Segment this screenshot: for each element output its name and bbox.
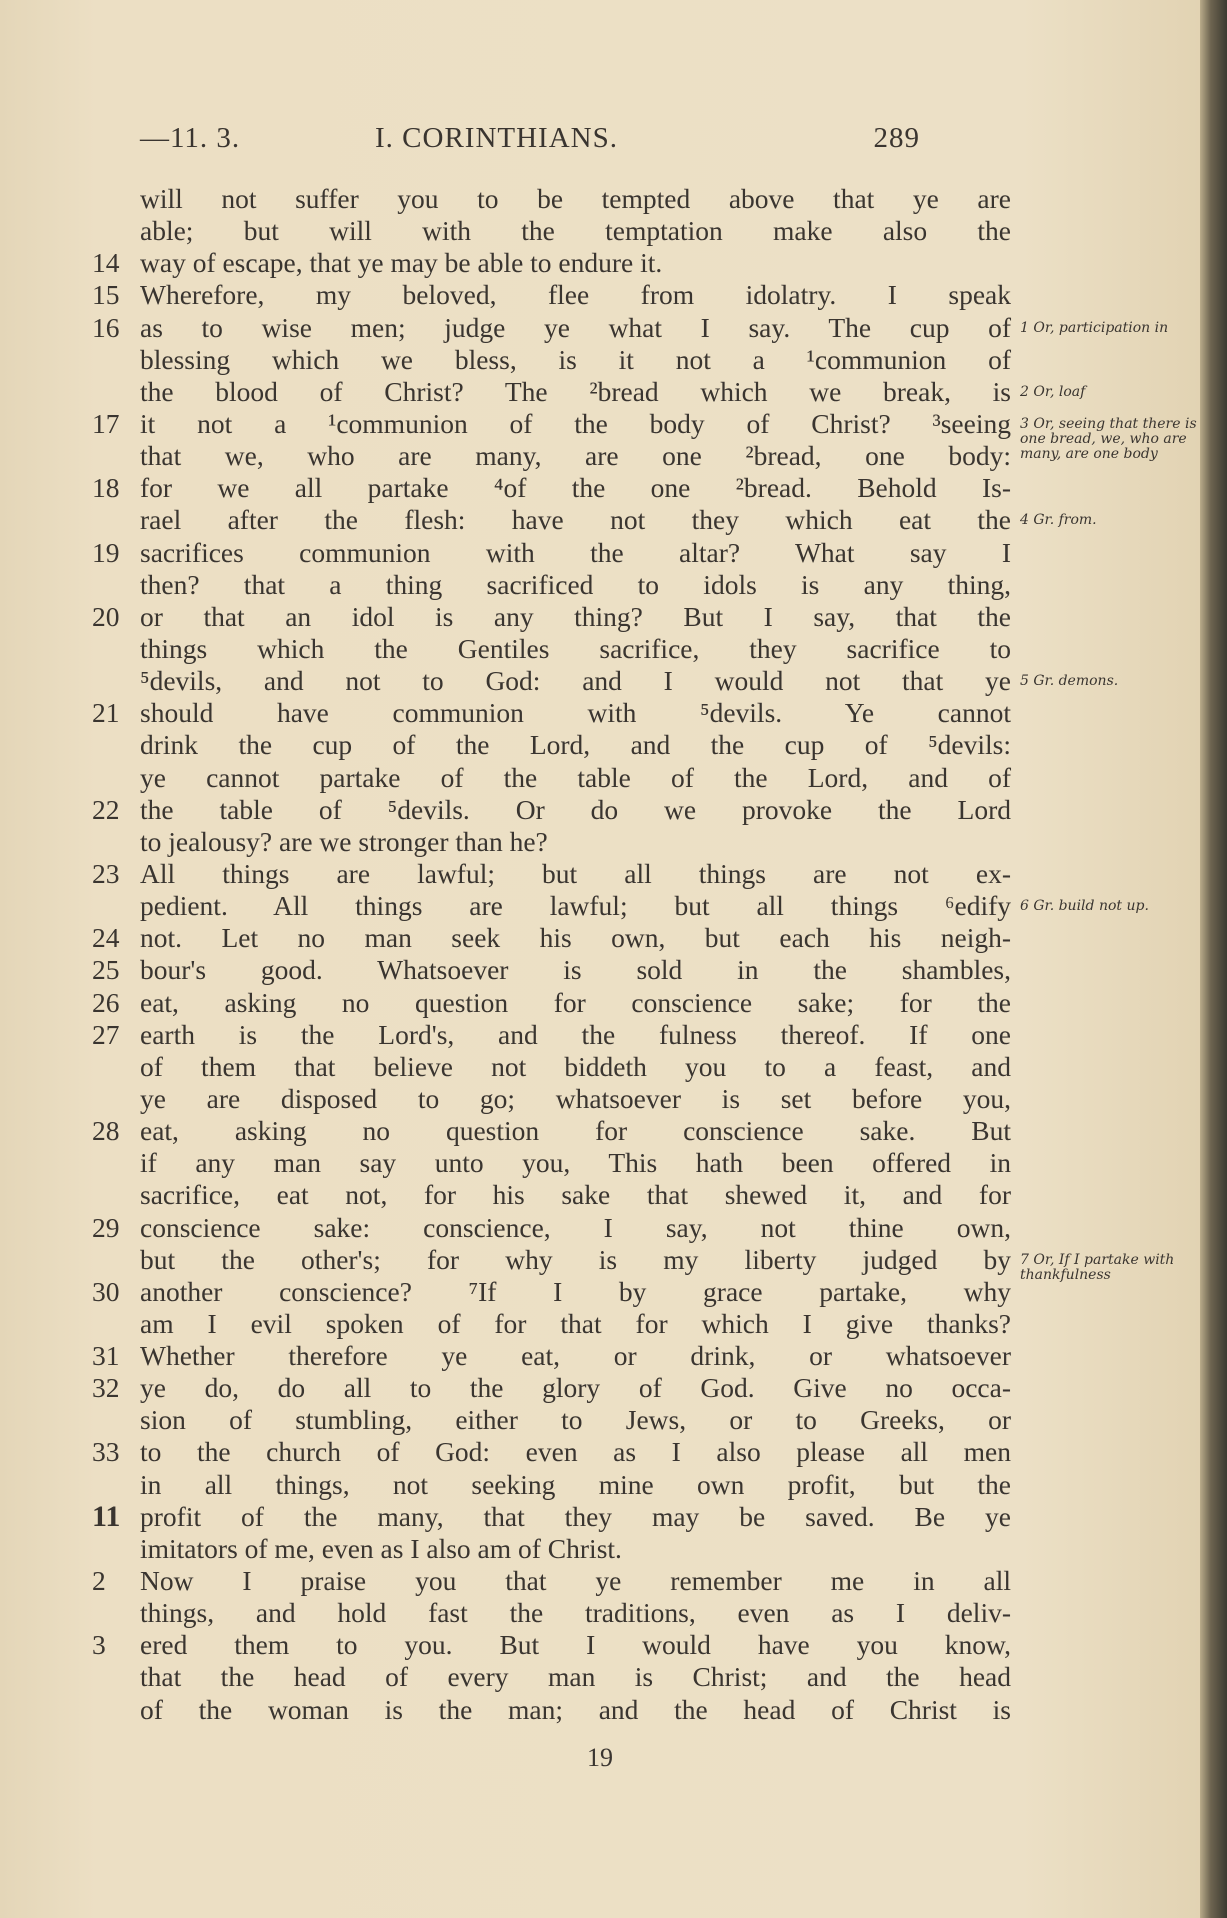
verse-number: 23 (92, 857, 120, 889)
text-line (92, 1629, 1011, 1661)
text-line (92, 857, 1011, 890)
line-text: ye cannot partake of the table of the Lord, and of (140, 761, 1011, 793)
text-line (92, 1307, 1011, 1340)
verse-number: 3 (92, 1629, 106, 1661)
verse-number: 19 (92, 536, 120, 568)
verse-number: 24 (92, 922, 120, 954)
text-line (92, 632, 1011, 665)
line-text: the table of ⁵devils. Or do we provoke the Lord (140, 793, 1011, 825)
marginal-note: 2 Or, loaf (1020, 383, 1086, 400)
line-text: Whether therefore ye eat, or drink, or whatsoever (140, 1340, 1011, 1372)
line-text: am I evil spoken of for that for which I give thanks? (140, 1307, 1011, 1339)
line-text: sacrifices communion with the altar? What say I (140, 536, 1011, 568)
text-line (92, 1468, 1011, 1501)
text-line (92, 568, 1011, 601)
line-text: able; but will with the temptation make also the (140, 215, 1011, 247)
line-text: imitators of me, even as I also am of Christ. (140, 1532, 622, 1564)
line-text: drink the cup of the Lord, and the cup of ⁵devils: (140, 729, 1011, 761)
text-line (92, 504, 1097, 536)
line-text: sacrifice, eat not, for his sake that shewed it, and for (140, 1179, 1011, 1211)
text-line (92, 1211, 1011, 1244)
page-number: 289 (873, 122, 920, 154)
text-line (92, 1340, 1011, 1372)
text-line (92, 1050, 1011, 1083)
line-text: sion of stumbling, either to Jews, or to Greeks, or (140, 1404, 1011, 1436)
verse-number: 32 (92, 1372, 120, 1404)
line-text: profit of the many, that they may be saved. Be ye (140, 1500, 1011, 1532)
line-text: for we all partake ⁴of the one ²bread. Behold Is- (140, 472, 1011, 504)
line-text: pedient. All things are lawful; but all things ⁶edify (140, 890, 1011, 922)
text-line (92, 1499, 1011, 1533)
verse-number: 30 (92, 1275, 120, 1307)
line-text: that the head of every man is Christ; and the head (140, 1661, 1011, 1693)
text-line (92, 183, 1011, 215)
line-text: All things are lawful; but all things are not ex- (140, 857, 1011, 889)
verse-number: 2 (92, 1565, 106, 1597)
text-line (92, 1115, 1011, 1147)
text-line (92, 1661, 1011, 1693)
line-text: to the church of God: even as I also please all men (140, 1436, 1011, 1468)
text-line (92, 600, 1011, 633)
verse-number: 28 (92, 1115, 120, 1147)
text-line (92, 793, 1011, 826)
text-line (92, 440, 1011, 472)
text-line (92, 1179, 1011, 1211)
line-text: eat, asking no question for conscience sake; for the (140, 986, 1011, 1018)
text-line (92, 472, 1011, 504)
text-line (92, 311, 1169, 344)
marginal-note: 7 Or, If I partake with thankfulness (1020, 1251, 1175, 1283)
verse-number: 16 (92, 311, 120, 343)
line-text: rael after the flesh: have not they which eat the (140, 504, 1011, 536)
book-title: I. CORINTHIANS. (375, 122, 618, 154)
text-line (92, 1565, 1011, 1597)
marginal-note: 4 Gr. from. (1020, 512, 1097, 529)
text-line (92, 1404, 1011, 1436)
verse-number: 25 (92, 954, 120, 986)
text-line (92, 536, 1011, 569)
verse-number: 31 (92, 1340, 120, 1372)
text-line (92, 1275, 1011, 1308)
text-line (92, 1436, 1011, 1468)
line-text: in all things, not seeking mine own profit, but the (140, 1468, 1011, 1500)
line-text: way of escape, that ye may be able to endure it. (140, 247, 663, 279)
text-line (92, 375, 1086, 408)
text-line (92, 922, 1011, 954)
line-text: things, and hold fast the traditions, even as I deliv- (140, 1597, 1011, 1629)
line-text: bour's good. Whatsoever is sold in the shambles, (140, 954, 1011, 986)
text-line (92, 279, 1011, 311)
line-text: ye are disposed to go; whatsoever is set before you, (140, 1082, 1011, 1114)
chapter-reference: —11. 3. (140, 122, 241, 154)
line-text: ered them to you. But I would have you know, (140, 1629, 1011, 1661)
line-text: that we, who are many, are one ²bread, one body: (140, 440, 1011, 472)
line-text: of the woman is the man; and the head of Christ is (140, 1693, 1011, 1725)
line-text: then? that a thing sacrificed to idols is any thing, (140, 568, 1011, 600)
text-line (92, 1597, 1011, 1629)
line-text: ye do, do all to the glory of God. Give no occa- (140, 1372, 1011, 1404)
text-line (92, 1147, 1011, 1179)
marginal-note: 1 Or, participation in (1020, 319, 1169, 336)
verse-number: 14 (92, 247, 120, 279)
line-text: the blood of Christ? The ²bread which we break, is (140, 375, 1011, 407)
line-text: it not a ¹communion of the body of Christ? ³seeing (140, 407, 1011, 439)
line-text: or that an idol is any thing? But I say, that the (140, 600, 1011, 632)
text-line (92, 954, 1011, 986)
marginal-note: 6 Gr. build not up. (1020, 898, 1149, 915)
line-text: to jealousy? are we stronger than he? (140, 825, 548, 857)
scripture-text (92, 183, 1197, 1726)
text-line (92, 215, 1011, 247)
text-line (92, 761, 1011, 794)
line-text: blessing which we bless, is it not a ¹communion of (140, 343, 1011, 375)
text-line (92, 890, 1149, 922)
line-text: Wherefore, my beloved, flee from idolatry. I speak (140, 279, 1011, 311)
text-line (92, 986, 1011, 1019)
verse-number: 22 (92, 793, 120, 825)
line-text: will not suffer you to be tempted above that ye are (140, 183, 1011, 214)
line-text: another conscience? ⁷If I by grace partake, why (140, 1275, 1011, 1307)
marginal-note: 3 Or, seeing that there is one bread, we, who are many, are one body (1020, 415, 1197, 462)
text-line (92, 697, 1011, 729)
text-line (92, 665, 1119, 697)
text-line (92, 1243, 1175, 1283)
verse-number: 21 (92, 697, 120, 729)
verse-number: 33 (92, 1436, 120, 1468)
text-line (92, 826, 922, 858)
line-text: but the other's; for why is my liberty judged by (140, 1243, 1011, 1275)
text-line (92, 1533, 922, 1565)
text-line (92, 247, 922, 279)
text-line (92, 343, 1011, 376)
verse-number: 15 (92, 279, 120, 311)
line-text: things which the Gentiles sacrifice, they sacrifice to (140, 632, 1011, 664)
line-text: not. Let no man seek his own, but each his neigh- (140, 922, 1011, 954)
line-text: eat, asking no question for conscience sake. But (140, 1115, 1011, 1147)
line-text: ⁵devils, and not to God: and I would not that ye (140, 665, 1011, 697)
text-line (92, 1372, 1011, 1404)
verse-number: 20 (92, 600, 120, 632)
line-text: of them that believe not biddeth you to a feast, and (140, 1050, 1011, 1082)
line-text: earth is the Lord's, and the fulness thereof. If one (140, 1018, 1011, 1050)
line-text: conscience sake: conscience, I say, not thine own, (140, 1211, 1011, 1243)
verse-number: 29 (92, 1211, 120, 1243)
verse-number: 18 (92, 472, 120, 504)
verse-number: 26 (92, 986, 120, 1018)
text-line (92, 1693, 1011, 1726)
text-line (92, 1018, 1011, 1051)
running-header (140, 122, 920, 162)
line-text: as to wise men; judge ye what I say. The cup of (140, 311, 1011, 343)
text-line (92, 729, 1011, 761)
line-text: if any man say unto you, This hath been offered in (140, 1147, 1011, 1179)
line-text: Now I praise you that ye remember me in all (140, 1565, 1011, 1597)
book-spine-edge (1200, 0, 1227, 1918)
line-text: should have communion with ⁵devils. Ye cannot (140, 697, 1011, 729)
verse-number: 27 (92, 1018, 120, 1050)
verse-number: 17 (92, 407, 120, 439)
marginal-note: 5 Gr. demons. (1020, 673, 1119, 690)
text-line (92, 1082, 1011, 1115)
chapter-number: 11 (92, 1499, 121, 1533)
signature-mark: 19 (587, 1743, 613, 1772)
